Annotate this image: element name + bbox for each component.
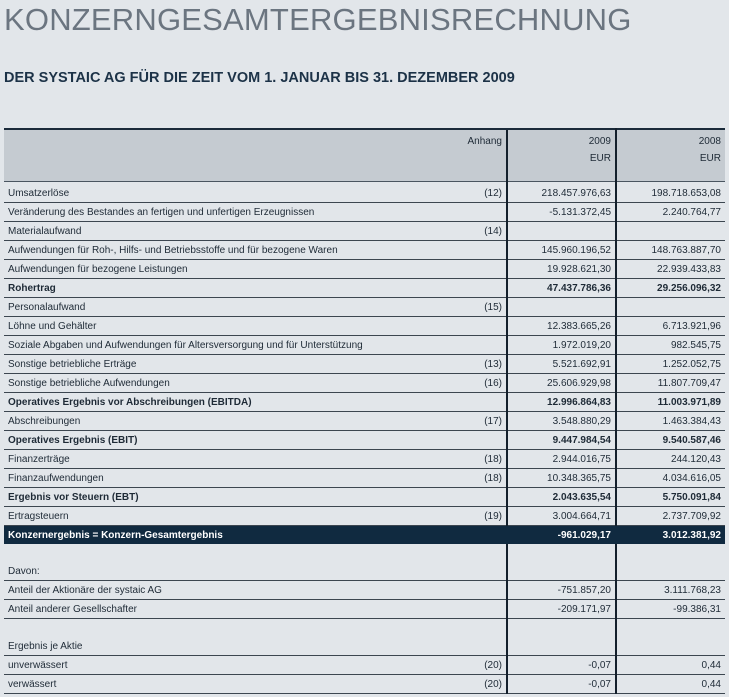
row-value-2008: 0,44 bbox=[616, 675, 725, 694]
row-label: Abschreibungen bbox=[4, 412, 440, 431]
row-bestandsveraenderung bbox=[4, 203, 725, 222]
header-year-2008: 2008 bbox=[698, 136, 721, 147]
row-anhang bbox=[440, 526, 507, 545]
row-value-2008: -99.386,31 bbox=[616, 600, 725, 619]
row-ebt bbox=[4, 488, 725, 507]
row-label: Finanzerträge bbox=[4, 450, 440, 469]
header-2008 bbox=[616, 129, 725, 182]
row-value-2008: 11.807.709,47 bbox=[616, 374, 725, 393]
row-value-2009: 10.348.365,75 bbox=[507, 469, 616, 488]
row-anhang bbox=[440, 241, 507, 260]
row-ertragsteuern bbox=[4, 507, 725, 526]
row-value-2008: 1.463.384,43 bbox=[616, 412, 725, 431]
row-label: Ergebnis je Aktie bbox=[4, 637, 440, 656]
row-label: Veränderung des Bestandes an fertigen und unfertigen Erzeugnissen bbox=[4, 203, 440, 222]
row-value-2008: 9.540.587,46 bbox=[616, 431, 725, 450]
row-value-2009: -0,07 bbox=[507, 675, 616, 694]
row-anhang: (13) bbox=[440, 355, 507, 374]
row-ebit bbox=[4, 431, 725, 450]
row-value-2008: 11.003.971,89 bbox=[616, 393, 725, 412]
row-value-2008: 2.737.709,92 bbox=[616, 507, 725, 526]
row-anhang bbox=[440, 260, 507, 279]
row-value-2009: 3.548.880,29 bbox=[507, 412, 616, 431]
page-title: KONZERNGESAMTERGEBNISRECHNUNG bbox=[4, 2, 632, 37]
row-finanzaufwendungen bbox=[4, 469, 725, 488]
row-anhang: (20) bbox=[440, 656, 507, 675]
row-value-2009: 5.521.692,91 bbox=[507, 355, 616, 374]
row-value-2008 bbox=[616, 298, 725, 317]
header-unit-2008: EUR bbox=[699, 153, 721, 164]
row-rohertrag bbox=[4, 279, 725, 298]
row-anhang: (14) bbox=[440, 222, 507, 241]
row-anhang: (17) bbox=[440, 412, 507, 431]
row-label: Materialaufwand bbox=[4, 222, 440, 241]
row-value-2008 bbox=[616, 222, 725, 241]
row-anhang: (12) bbox=[440, 182, 507, 203]
row-value-2008: 0,44 bbox=[616, 656, 725, 675]
row-label: Anteil anderer Gesellschafter bbox=[4, 600, 440, 619]
page-subtitle: DER SYSTAIC AG FÜR DIE ZEIT VOM 1. JANUAR BIS 31. DEZEMBER 2009 bbox=[4, 70, 515, 86]
row-personalaufwand bbox=[4, 298, 725, 317]
row-anhang bbox=[440, 279, 507, 298]
row-anhang bbox=[440, 393, 507, 412]
row-anhang bbox=[440, 317, 507, 336]
row-verwaessert bbox=[4, 675, 725, 694]
row-anhang bbox=[440, 336, 507, 355]
row-roh-hilfs-betriebsstoffe bbox=[4, 241, 725, 260]
row-value-2009: -0,07 bbox=[507, 656, 616, 675]
row-value-2009: 12.996.864,83 bbox=[507, 393, 616, 412]
row-anhang: (20) bbox=[440, 675, 507, 694]
row-value-2009: 2.944.016,75 bbox=[507, 450, 616, 469]
row-value-2009: 1.972.019,20 bbox=[507, 336, 616, 355]
row-davon bbox=[4, 562, 725, 581]
row-label: Sonstige betriebliche Aufwendungen bbox=[4, 374, 440, 393]
row-value-2009: -961.029,17 bbox=[507, 526, 616, 545]
row-value-2009: 25.606.929,98 bbox=[507, 374, 616, 393]
row-value-2008: 5.750.091,84 bbox=[616, 488, 725, 507]
row-value-2009: 12.383.665,26 bbox=[507, 317, 616, 336]
row-label: Ergebnis vor Steuern (EBT) bbox=[4, 488, 440, 507]
row-label: Konzernergebnis = Konzern-Gesamtergebnis bbox=[4, 526, 440, 545]
row-label: Anteil der Aktionäre der systaic AG bbox=[4, 581, 440, 600]
row-sonstige-aufwendungen bbox=[4, 374, 725, 393]
row-umsatzerloese bbox=[4, 182, 725, 203]
row-label: verwässert bbox=[4, 675, 440, 694]
row-value-2009: 2.043.635,54 bbox=[507, 488, 616, 507]
row-anhang bbox=[440, 203, 507, 222]
row-anhang: (16) bbox=[440, 374, 507, 393]
row-value-2008: 982.545,75 bbox=[616, 336, 725, 355]
row-label: Aufwendungen für bezogene Leistungen bbox=[4, 260, 440, 279]
row-value-2008: 244.120,43 bbox=[616, 450, 725, 469]
row-value-2008: 2.240.764,77 bbox=[616, 203, 725, 222]
row-value-2008: 4.034.616,05 bbox=[616, 469, 725, 488]
row-unverwaessert bbox=[4, 656, 725, 675]
row-bezogene-leistungen bbox=[4, 260, 725, 279]
row-label: Soziale Abgaben und Aufwendungen für Altersversorgung und für Unterstützung bbox=[4, 336, 440, 355]
row-label: Löhne und Gehälter bbox=[4, 317, 440, 336]
row-value-2008: 3.111.768,23 bbox=[616, 581, 725, 600]
row-label: Umsatzerlöse bbox=[4, 182, 440, 203]
row-value-2009 bbox=[507, 222, 616, 241]
row-value-2009: 145.960.196,52 bbox=[507, 241, 616, 260]
row-ebitda bbox=[4, 393, 725, 412]
row-value-2008: 3.012.381,92 bbox=[616, 526, 725, 545]
table-header-row bbox=[4, 129, 725, 182]
row-label: Operatives Ergebnis vor Abschreibungen (EBITDA) bbox=[4, 393, 440, 412]
income-statement-table bbox=[4, 128, 725, 694]
row-value-2008: 198.718.653,08 bbox=[616, 182, 725, 203]
row-anteil-andere bbox=[4, 600, 725, 619]
spacer-row bbox=[4, 619, 725, 638]
row-label: Aufwendungen für Roh-, Hilfs- und Betriebsstoffe und für bezogene Waren bbox=[4, 241, 440, 260]
header-label-cell bbox=[4, 129, 440, 182]
row-value-2009: -5.131.372,45 bbox=[507, 203, 616, 222]
row-value-2009: 9.447.984,54 bbox=[507, 431, 616, 450]
row-label: Sonstige betriebliche Erträge bbox=[4, 355, 440, 374]
row-sonstige-ertraege bbox=[4, 355, 725, 374]
row-anhang bbox=[440, 431, 507, 450]
row-label: Davon: bbox=[4, 562, 440, 581]
row-loehne-gehaelter bbox=[4, 317, 725, 336]
row-ergebnis-je-aktie bbox=[4, 637, 725, 656]
row-value-2008: 148.763.887,70 bbox=[616, 241, 725, 260]
row-value-2009: 47.437.786,36 bbox=[507, 279, 616, 298]
row-value-2009: 3.004.664,71 bbox=[507, 507, 616, 526]
spacer-row bbox=[4, 544, 725, 562]
row-label: Rohertrag bbox=[4, 279, 440, 298]
row-value-2009 bbox=[507, 298, 616, 317]
row-konzernergebnis bbox=[4, 526, 725, 545]
row-materialaufwand bbox=[4, 222, 725, 241]
row-value-2009: -209.171,97 bbox=[507, 600, 616, 619]
row-value-2009: 218.457.976,63 bbox=[507, 182, 616, 203]
row-anhang bbox=[440, 488, 507, 507]
row-label: Ertragsteuern bbox=[4, 507, 440, 526]
row-value-2009: 19.928.621,30 bbox=[507, 260, 616, 279]
row-soziale-abgaben bbox=[4, 336, 725, 355]
row-anhang: (18) bbox=[440, 469, 507, 488]
row-value-2008: 1.252.052,75 bbox=[616, 355, 725, 374]
row-finanzertraege bbox=[4, 450, 725, 469]
row-label: Operatives Ergebnis (EBIT) bbox=[4, 431, 440, 450]
row-value-2008: 6.713.921,96 bbox=[616, 317, 725, 336]
row-anhang: (18) bbox=[440, 450, 507, 469]
row-anhang: (15) bbox=[440, 298, 507, 317]
row-value-2008: 29.256.096,32 bbox=[616, 279, 725, 298]
header-unit-2009: EUR bbox=[589, 153, 611, 164]
row-anteil-aktionaere bbox=[4, 581, 725, 600]
row-label: Personalaufwand bbox=[4, 298, 440, 317]
row-anhang: (19) bbox=[440, 507, 507, 526]
row-label: Finanzaufwendungen bbox=[4, 469, 440, 488]
header-year-2009: 2009 bbox=[588, 136, 611, 147]
header-2009 bbox=[507, 129, 616, 182]
row-value-2008: 22.939.433,83 bbox=[616, 260, 725, 279]
header-anhang: Anhang bbox=[440, 129, 507, 182]
row-abschreibungen bbox=[4, 412, 725, 431]
row-value-2009: -751.857,20 bbox=[507, 581, 616, 600]
row-label: unverwässert bbox=[4, 656, 440, 675]
